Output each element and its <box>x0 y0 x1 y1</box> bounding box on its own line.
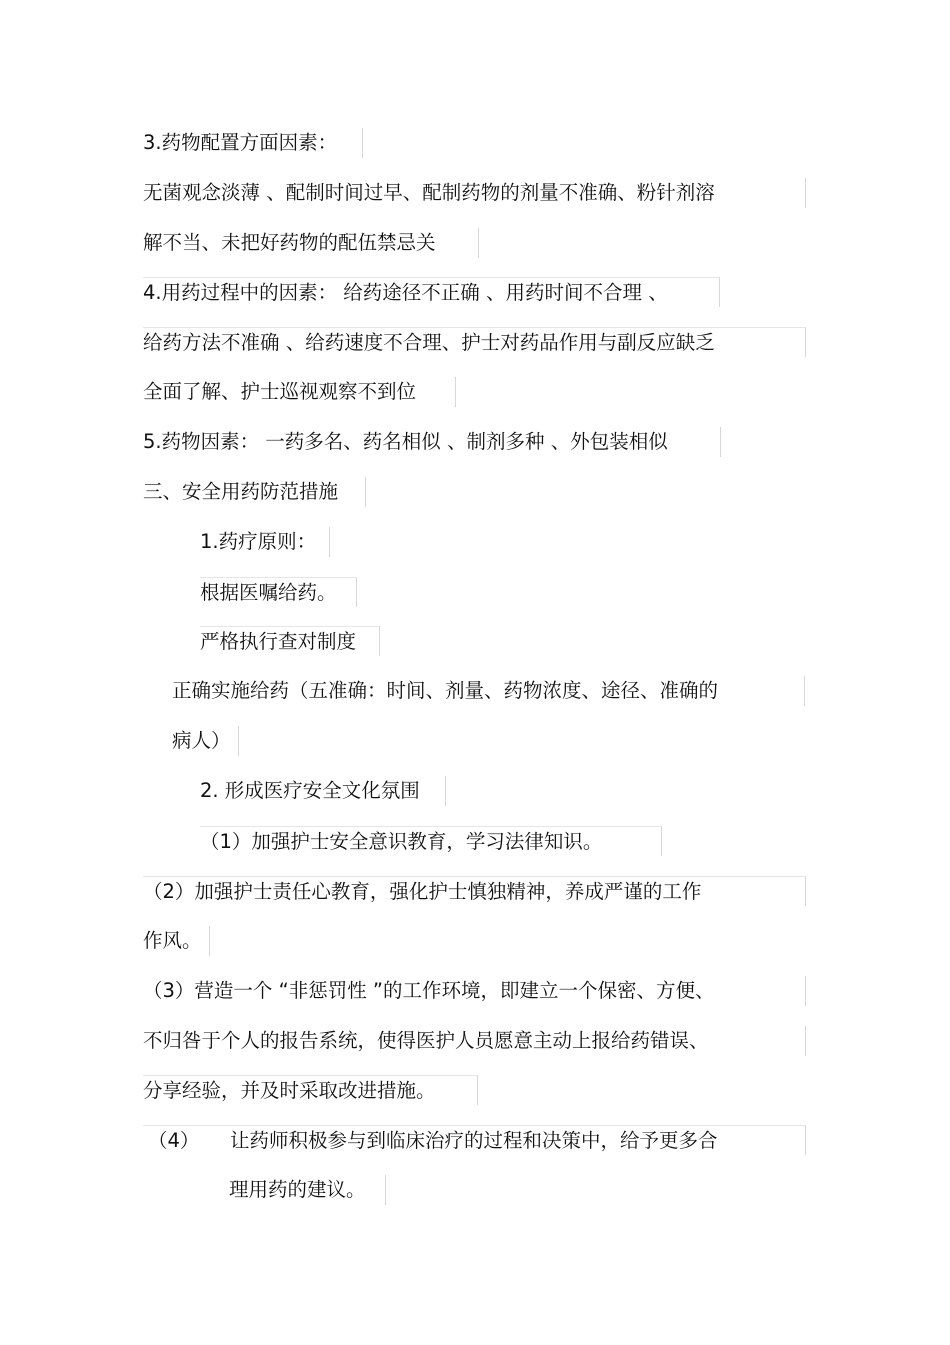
text-line: （3）营造一个 “非惩罚性 ”的工作环境，即建立一个保密、方便、 <box>143 976 806 1006</box>
text-line: （1）加强护士安全意识教育，学习法律知识。 <box>200 826 662 856</box>
text-line: 2. 形成医疗安全文化氛围 <box>200 776 446 806</box>
section-heading: 三、安全用药防范措施 <box>143 477 366 507</box>
text-line: 5.药物因素： 一药多名、药名相似 、制剂多种 、外包装相似 <box>143 427 721 457</box>
text-line: 严格执行查对制度 <box>200 626 380 656</box>
list-number: （4） <box>148 1129 200 1152</box>
text-line <box>143 1125 806 1155</box>
text-line: 正确实施给药（五准确：时间、剂量、药物浓度、途径、准确的 <box>172 676 805 706</box>
text-line: 分享经验，并及时采取改进措施。 <box>143 1075 478 1105</box>
text-line: 理用药的建议。 <box>229 1175 386 1205</box>
text-line: 根据医嘱给药。 <box>200 577 357 607</box>
list-text: 让药师积极参与到临床治疗的过程和决策中，给予更多合 <box>230 1129 718 1152</box>
text-line: （2）加强护士责任心教育，强化护士慎独精神，养成严谨的工作 <box>143 876 806 906</box>
text-line: 解不当、未把好药物的配伍禁忌关 <box>143 228 479 258</box>
text-line: 3.药物配置方面因素： <box>143 128 363 158</box>
text-line: 作风。 <box>143 926 210 956</box>
text-line: 无菌观念淡薄 、配制时间过早、配制药物的剂量不准确、粉针剂溶 <box>143 178 806 208</box>
text-line: 给药方法不准确 、给药速度不合理、护士对药品作用与副反应缺乏 <box>143 327 806 357</box>
text-line: 1.药疗原则： <box>200 527 330 557</box>
text-line: 病人） <box>172 726 239 756</box>
text-line: 全面了解、护士巡视观察不到位 <box>143 377 456 407</box>
text-line: 4.用药过程中的因素： 给药途径不正确 、用药时间不合理 、 <box>143 277 720 307</box>
text-line: 不归咎于个人的报告系统，使得医护人员愿意主动上报给药错误、 <box>143 1026 806 1056</box>
